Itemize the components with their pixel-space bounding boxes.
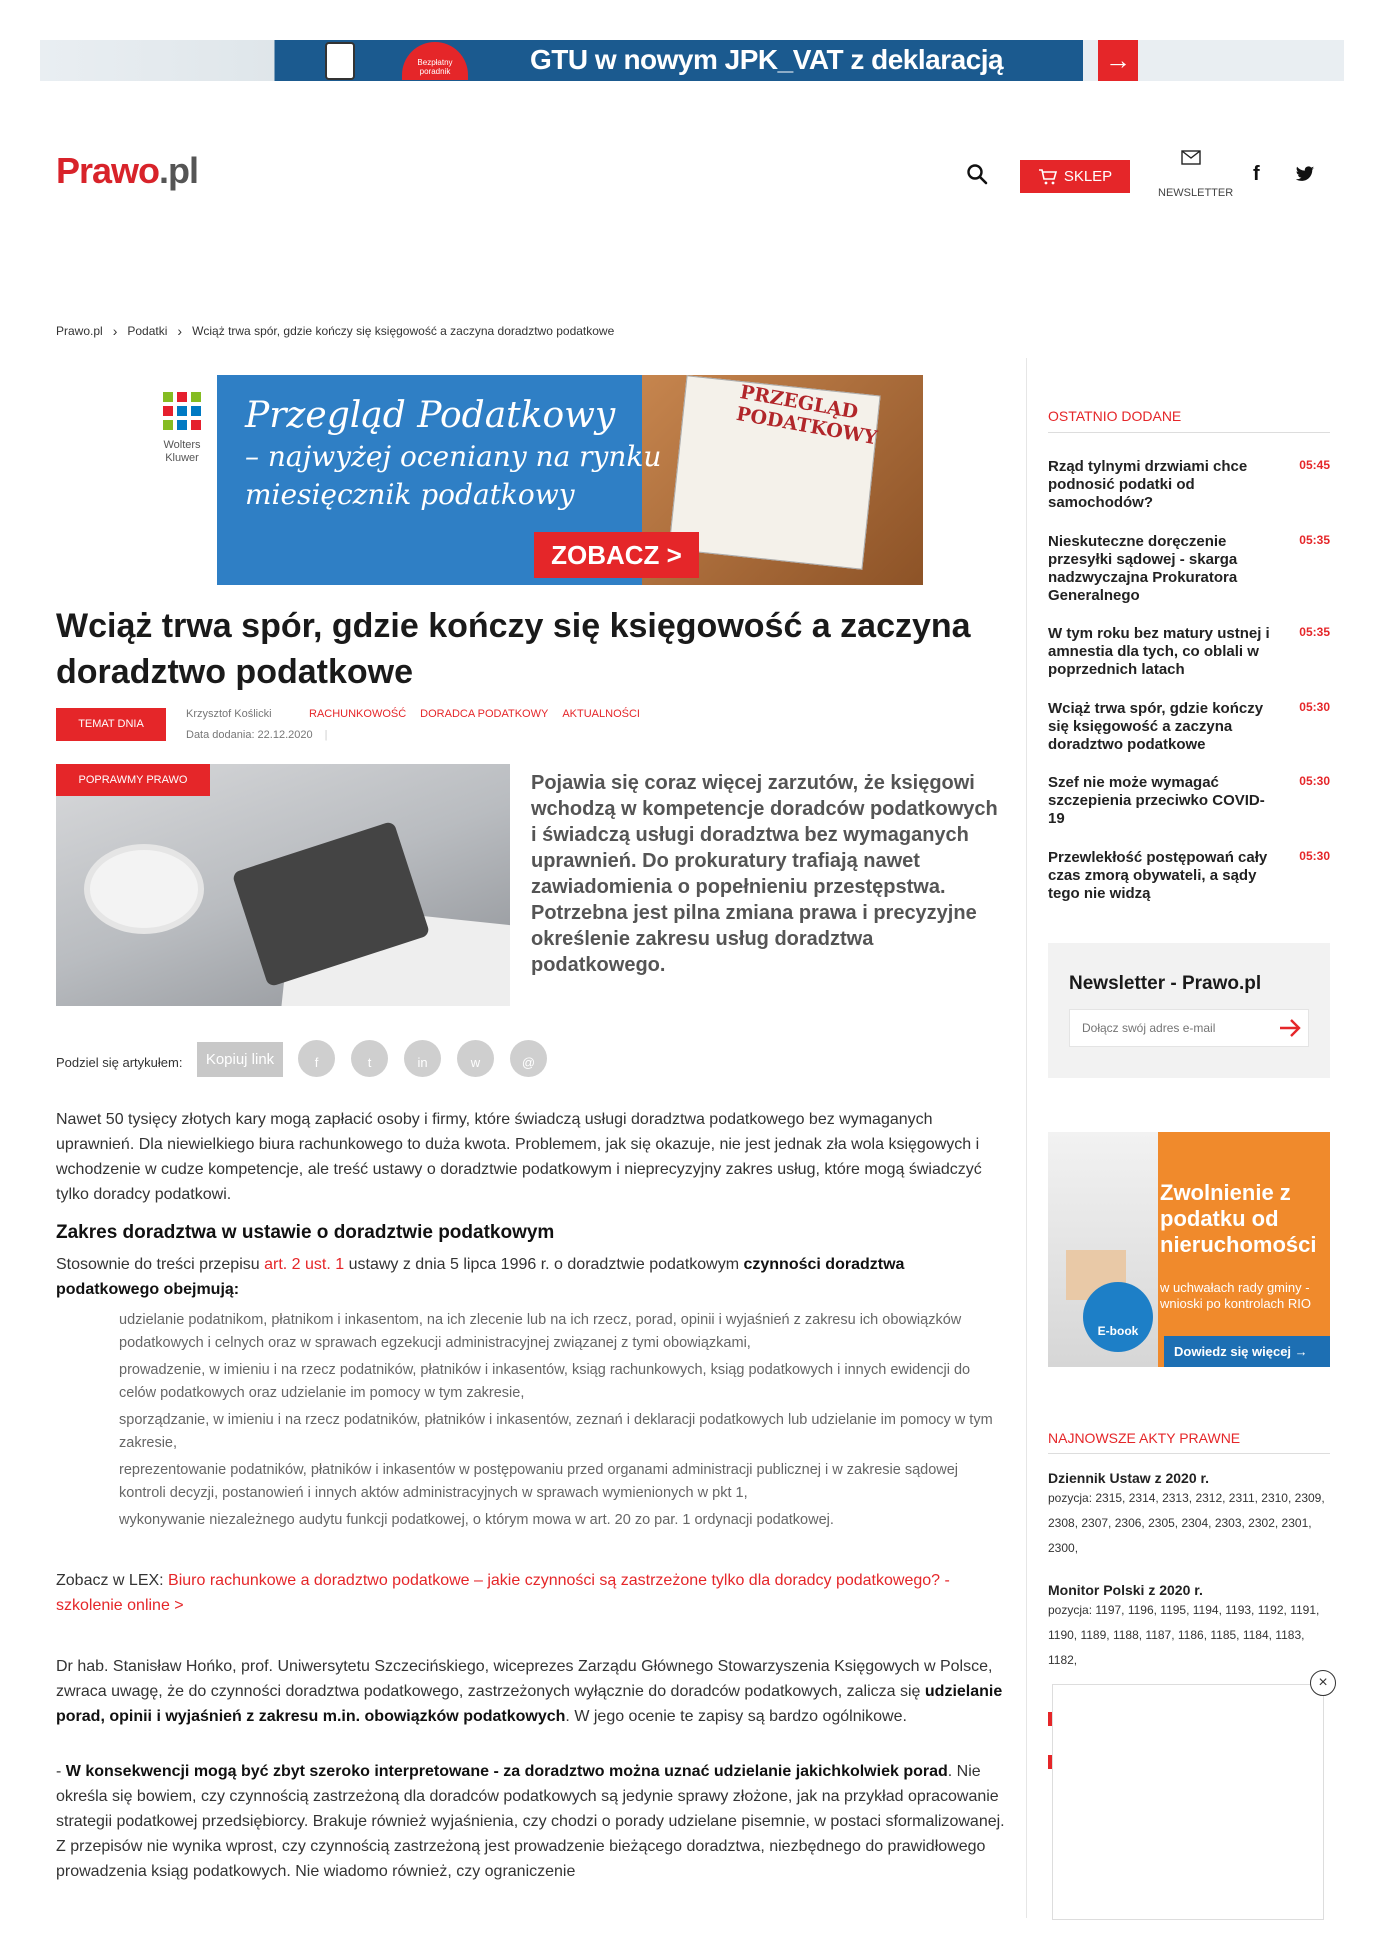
article-paragraph: Nawet 50 tysięcy złotych kary mogą zapłacić osoby i firmy, które świadczą usługi doradztwa podatkowego bez wymaganych uprawnień. Dla niewielkiego biura rachunkowego to duża kwota. Problemem, jak się okazuje, nie jest jednak zła wola księgowych i wchodzenie w cudze kompetencje, ale treść ustawy o doradztwie podatkowym i nieprecyzyjny zakres usług, które mogą świadczyć tylko doradcy podatkowi. <box>56 1111 982 1203</box>
share-wykop-icon[interactable]: w <box>457 1040 494 1077</box>
article-paragraph: Stosownie do treści przepisu art. 2 ust. 1 ustawy z dnia 5 lipca 1996 r. o doradztwie podatkowym czynności doradztwa podatkowego obejmują: <box>56 1256 905 1298</box>
breadcrumb-current: Wciąż trwa spór, gdzie kończy się księgowość a zaczyna doradztwo podatkowe <box>192 324 615 338</box>
recent-article[interactable]: W tym roku bez matury ustnej i amnestia dla tych, co oblali w poprzednich latach 05:35 <box>1048 625 1330 678</box>
divider <box>1048 1453 1330 1454</box>
site-logo[interactable]: Prawo.pl <box>56 150 199 191</box>
law-article-link[interactable]: art. 2 ust. 1 <box>264 1256 345 1273</box>
share-label: Podziel się artykułem: <box>56 1055 183 1070</box>
arrow-right-icon[interactable]: → <box>1098 40 1138 81</box>
svg-text:Wolters: Wolters <box>163 439 201 451</box>
article-lead: Pojawia się coraz więcej zarzutów, że księgowi wchodzą w kompetencje doradców podatkowych i świadczą usługi doradztwa bez wymaganych uprawnień. Do prokuratury trafiają nawet zawiadomienia o popełnieniu przestępstwa. Potrzebna jest pilna zmiana prawa i precyzyjne określenie zakresu usług doradztwa podatkowego. <box>531 772 998 976</box>
newsletter-email-input[interactable] <box>1069 1009 1309 1047</box>
list-item: reprezentowanie podatników, płatników i inkasentów w postępowaniu przed organami administracji publicznej i w zakresie sądowej kontroli decyzji, postanowień i innych aktów administracyjnych w sprawach wymienionych w pkt 1, <box>119 1462 959 1501</box>
tag-link[interactable]: DORADCA PODATKOWY <box>420 708 549 720</box>
lex-training-link[interactable]: Biuro rachunkowe a doradztwo podatkowe – jakie czynności są zastrzeżone tylko dla doradcy podatkowego? - szkolenie online > <box>56 1572 950 1614</box>
mail-icon[interactable] <box>1180 146 1202 168</box>
tag-list <box>309 708 640 720</box>
ad-panel <box>217 375 923 585</box>
acts-block <box>1048 1470 1330 1561</box>
share-facebook-icon[interactable]: f <box>298 1040 335 1077</box>
floating-ad-box[interactable] <box>1052 1684 1324 1920</box>
ebook-ad[interactable] <box>1048 1132 1330 1367</box>
recent-article[interactable]: Szef nie może wymagać szczepienia przeciwko COVID-19 05:30 <box>1048 774 1330 827</box>
breadcrumb-home[interactable]: Prawo.pl <box>56 324 103 338</box>
divider <box>1048 432 1330 433</box>
image-badge[interactable]: POPRAWMY PRAWO <box>56 764 210 796</box>
article-paragraph: Dr hab. Stanisław Hońko, prof. Uniwersytetu Szczecińskiego, wiceprezes Zarządu Głównego Stowarzyszenia Księgowych w Polsce, zwraca uwagę, że do czynności doradztwa podatkowego, zastrzeżonych wyłącznie do doradców podatkowych, zalicza się udzielanie porad, opinii i wyjaśnień z zakresu m.in. obowiązków podatkowych. W jego ocenie te zapisy są bardzo ogólnikowe. <box>56 1658 1003 1725</box>
newsletter-title: Newsletter - Prawo.pl <box>1069 973 1262 994</box>
recent-article[interactable]: Przewlekłość postępowań cały czas zmorą obywateli, a sądy tego nie widzą 05:30 <box>1048 849 1330 902</box>
ebook-badge: E-book <box>1083 1282 1153 1352</box>
ebook-subtitle: w uchwałach rady gminy - wnioski po kontrolach RIO <box>1160 1280 1312 1311</box>
svg-text:Kluwer: Kluwer <box>165 452 199 464</box>
ad-cta-button[interactable]: ZOBACZ > <box>534 532 699 578</box>
twitter-icon[interactable] <box>1295 164 1315 184</box>
wolters-kluwer-logo <box>153 390 211 470</box>
article-title: Wciąż trwa spór, gdzie kończy się księgowość a zaczyna doradztwo podatkowe <box>56 607 971 691</box>
top-ad-banner[interactable] <box>40 40 1344 81</box>
ebook-cta-button[interactable]: Dowiedz się więcej → <box>1164 1336 1330 1367</box>
chevron-right-icon: › <box>177 323 183 339</box>
sidebar-divider <box>1026 358 1027 1918</box>
search-icon[interactable] <box>966 163 988 185</box>
tag-link[interactable]: RACHUNKOWOŚĆ <box>309 708 407 720</box>
breadcrumb-podatki[interactable]: Podatki <box>127 324 168 338</box>
magazine-title: PRZEGLĄD PODATKOWY <box>734 381 879 450</box>
publish-date: Data dodania: 22.12.2020 | <box>186 729 328 741</box>
newsletter-link[interactable]: NEWSLETTER <box>1158 187 1234 199</box>
tag-link[interactable]: AKTUALNOŚCI <box>562 708 640 720</box>
phone-image <box>325 42 355 80</box>
shop-label: SKLEP <box>1063 168 1113 185</box>
recent-article[interactable]: Rząd tylnymi drzwiami chce podnosić podatki od samochodów? 05:45 <box>1048 458 1330 511</box>
recent-article[interactable]: Nieskuteczne doręczenie przesyłki sądowej - skarga nadzwyczajna Prokuratora Generalnego 05:35 <box>1048 533 1330 604</box>
list-item: wykonywanie niezależnego audytu funkcji podatkowej, o którym mowa w art. 20 zo par. 1 ordynacji podatkowej. <box>119 1512 834 1528</box>
free-guide-badge: Bezpłatny poradnik <box>402 42 468 80</box>
acts-heading: NAJNOWSZE AKTY PRAWNE <box>1048 1430 1241 1446</box>
arrow-right-icon[interactable] <box>1278 1017 1302 1039</box>
ad-text: Przegląd Podatkowy – najwyżej oceniany na rynku miesięcznik podatkowy <box>245 395 662 511</box>
acts-items[interactable]: pozycja: 2315, 2314, 2313, 2312, 2311, 2310, 2309, 2308, 2307, 2306, 2305, 2304, 2303, 2302, 2301, 2300, <box>1048 1491 1325 1555</box>
acts-items[interactable]: pozycja: 1197, 1196, 1195, 1194, 1193, 1192, 1191, 1190, 1189, 1188, 1187, 1186, 1185, 1184, 1183, 1182, <box>1048 1603 1320 1667</box>
ebook-title: Zwolnienie z podatku od nieruchomości <box>1160 1180 1317 1257</box>
chevron-right-icon: › <box>112 323 118 339</box>
shop-button[interactable] <box>1020 160 1130 193</box>
arrow-right-icon: → <box>1294 1344 1308 1359</box>
copy-link-button[interactable]: Kopiuj link <box>197 1042 283 1077</box>
duties-list <box>119 1309 1004 1536</box>
share-email-icon[interactable]: @ <box>510 1040 547 1077</box>
author[interactable]: Krzysztof Koślicki <box>186 708 272 720</box>
close-icon[interactable]: × <box>1310 1670 1336 1696</box>
hero-image <box>56 764 510 1006</box>
facebook-icon[interactable]: f <box>1253 163 1260 185</box>
banner-title: GTU w nowym JPK_VAT z deklaracją <box>530 44 1004 75</box>
cart-icon <box>1038 169 1058 185</box>
acts-block <box>1048 1582 1330 1673</box>
list-item: prowadzenie, w imieniu i na rzecz podatników, płatników i inkasentów, ksiąg rachunkowych, ksiąg podatkowych i innych ewidencji do celów podatkowych oraz udzielanie im pomocy w tym zakresie, <box>119 1362 971 1401</box>
recent-heading: OSTATNIO DODANE <box>1048 408 1182 424</box>
list-item: udzielanie podatnikom, płatnikom i inkasentom, na ich zlecenie lub na ich rzecz, porad, opinii i wyjaśnień z zakresu ich obowiązków podatkowych i celnych oraz w sprawach egzekucji administracyjnej związanej z tymi obowiązkami, <box>119 1312 962 1351</box>
share-twitter-icon[interactable]: t <box>351 1040 388 1077</box>
list-item: sporządzanie, w imieniu i na rzecz podatników, płatników i inkasentów, zeznań i deklaracji podatkowych lub udzielanie im pomocy w tym zakresie, <box>119 1412 993 1451</box>
share-linkedin-icon[interactable]: in <box>404 1040 441 1077</box>
lex-reference: Zobacz w LEX: Biuro rachunkowe a doradztwo podatkowe – jakie czynności są zastrzeżone tylko dla doradcy podatkowego? - szkolenie online > <box>56 1572 950 1614</box>
acts-title[interactable]: Dziennik Ustaw z 2020 r. <box>1048 1470 1210 1486</box>
recent-article[interactable]: Wciąż trwa spór, gdzie kończy się księgowość a zaczyna doradztwo podatkowe 05:30 <box>1048 700 1330 753</box>
article-paragraph: - W konsekwencji mogą być zbyt szeroko interpretowane - za doradztwo można uznać udzielanie jakichkolwiek porad. Nie określa się bowiem, czy czynnością zastrzeżoną dla doradców podatkowych są jedynie sprawy złożone, jak na przykład opracowanie strategii podatkowej przedsiębiorcy. Brakuje również wyjaśnienia, czy chodzi o porady udzielane pisemnie, w postaci sformalizowanej. Z przepisów nie wynika wprost, czy czynnością zastrzeżoną jest prowadzenie bieżącego doradztwa, niezbędnego do prawidłowego prowadzenia ksiąg podatkowych. Nie wiadomo również, czy ograniczenie <box>56 1763 1005 1880</box>
przeglad-podatkowy-ad[interactable] <box>153 375 923 585</box>
acts-title[interactable]: Monitor Polski z 2020 r. <box>1048 1582 1203 1598</box>
section-heading: Zakres doradztwa w ustawie o doradztwie podatkowym <box>56 1222 555 1243</box>
breadcrumb <box>56 323 614 339</box>
topic-badge[interactable]: TEMAT DNIA <box>56 708 166 741</box>
